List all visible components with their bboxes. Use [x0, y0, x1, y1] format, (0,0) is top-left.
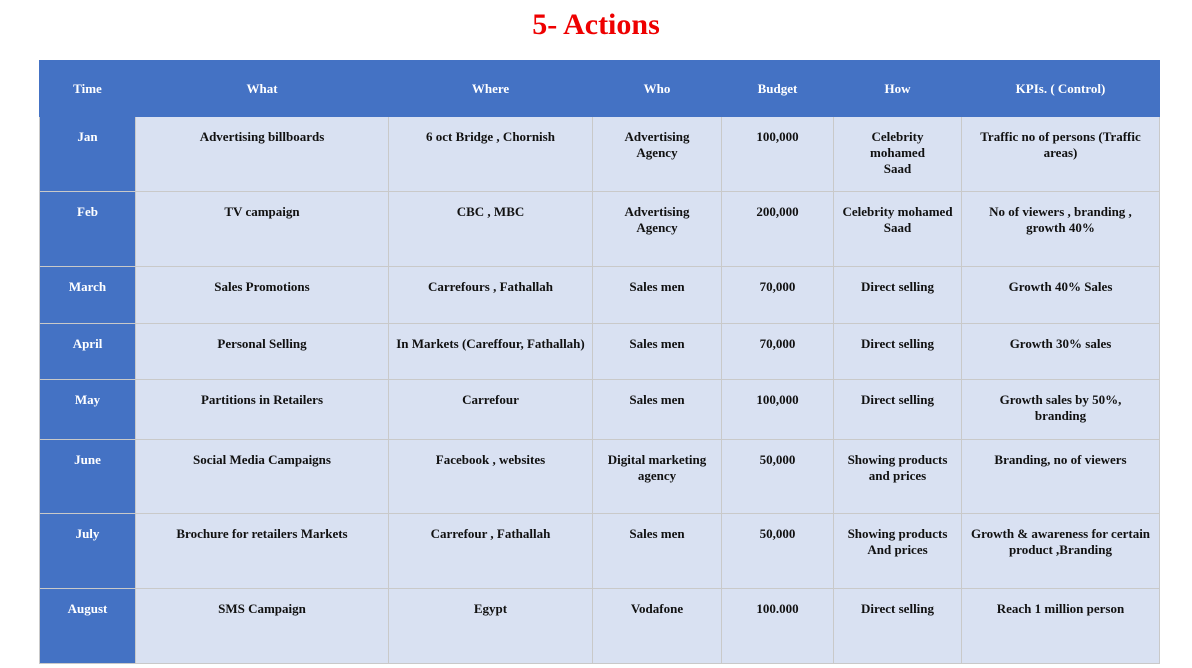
- cell-kpis: Traffic no of persons (Traffic areas): [962, 117, 1160, 192]
- cell-what: Partitions in Retailers: [136, 380, 389, 440]
- cell-where: 6 oct Bridge , Chornish: [389, 117, 593, 192]
- cell-who: Sales men: [593, 380, 722, 440]
- cell-what: Social Media Campaigns: [136, 440, 389, 514]
- cell-how: Direct selling: [834, 589, 962, 664]
- page-title: 5- Actions: [532, 8, 660, 41]
- cell-kpis: Growth sales by 50%, branding: [962, 380, 1160, 440]
- cell-what: SMS Campaign: [136, 589, 389, 664]
- cell-what: Sales Promotions: [136, 267, 389, 324]
- cell-how: Celebrity mohamed Saad: [834, 192, 962, 267]
- table-row: [40, 324, 1160, 380]
- cell-what: TV campaign: [136, 192, 389, 267]
- header-how: How: [834, 61, 962, 117]
- table-row: [40, 440, 1160, 514]
- cell-kpis: Growth & awareness for certain product ,Branding: [962, 514, 1160, 589]
- header-budget: Budget: [722, 61, 834, 117]
- header-kpis: KPIs. ( Control): [962, 61, 1160, 117]
- cell-who: Sales men: [593, 514, 722, 589]
- cell-time: May: [40, 380, 136, 440]
- cell-how: Direct selling: [834, 380, 962, 440]
- cell-who: Advertising Agency: [593, 117, 722, 192]
- cell-what: Advertising billboards: [136, 117, 389, 192]
- cell-kpis: Growth 40% Sales: [962, 267, 1160, 324]
- cell-who: Sales men: [593, 324, 722, 380]
- cell-budget: 70,000: [722, 267, 834, 324]
- cell-time: July: [40, 514, 136, 589]
- table-row: [40, 117, 1160, 192]
- cell-who: Advertising Agency: [593, 192, 722, 267]
- table-row: [40, 192, 1160, 267]
- cell-kpis: No of viewers , branding , growth 40%: [962, 192, 1160, 267]
- cell-where: Facebook , websites: [389, 440, 593, 514]
- cell-who: Vodafone: [593, 589, 722, 664]
- cell-budget: 100,000: [722, 380, 834, 440]
- header-row: [40, 61, 1160, 117]
- cell-where: Egypt: [389, 589, 593, 664]
- cell-what: Personal Selling: [136, 324, 389, 380]
- cell-budget: 200,000: [722, 192, 834, 267]
- header-where: Where: [389, 61, 593, 117]
- cell-how: Direct selling: [834, 324, 962, 380]
- cell-how: Showing products And prices: [834, 514, 962, 589]
- cell-who: Digital marketing agency: [593, 440, 722, 514]
- header-time: Time: [40, 61, 136, 117]
- cell-time: March: [40, 267, 136, 324]
- table-row: [40, 514, 1160, 589]
- cell-budget: 50,000: [722, 440, 834, 514]
- header-what: What: [136, 61, 389, 117]
- cell-how: Direct selling: [834, 267, 962, 324]
- cell-who: Sales men: [593, 267, 722, 324]
- cell-budget: 100.000: [722, 589, 834, 664]
- cell-kpis: Reach 1 million person: [962, 589, 1160, 664]
- table-row: [40, 267, 1160, 324]
- cell-time: Jan: [40, 117, 136, 192]
- cell-budget: 70,000: [722, 324, 834, 380]
- cell-where: Carrefours , Fathallah: [389, 267, 593, 324]
- cell-what: Brochure for retailers Markets: [136, 514, 389, 589]
- cell-time: April: [40, 324, 136, 380]
- cell-time: June: [40, 440, 136, 514]
- cell-budget: 100,000: [722, 117, 834, 192]
- header-who: Who: [593, 61, 722, 117]
- cell-how: Showing products and prices: [834, 440, 962, 514]
- cell-where: CBC , MBC: [389, 192, 593, 267]
- actions-table: [39, 60, 1160, 664]
- cell-how: Celebrity mohamed Saad: [834, 117, 962, 192]
- cell-budget: 50,000: [722, 514, 834, 589]
- cell-kpis: Growth 30% sales: [962, 324, 1160, 380]
- table-row: [40, 589, 1160, 664]
- cell-where: Carrefour , Fathallah: [389, 514, 593, 589]
- cell-where: Carrefour: [389, 380, 593, 440]
- cell-kpis: Branding, no of viewers: [962, 440, 1160, 514]
- cell-time: August: [40, 589, 136, 664]
- cell-where: In Markets (Careffour, Fathallah): [389, 324, 593, 380]
- table-row: [40, 380, 1160, 440]
- cell-time: Feb: [40, 192, 136, 267]
